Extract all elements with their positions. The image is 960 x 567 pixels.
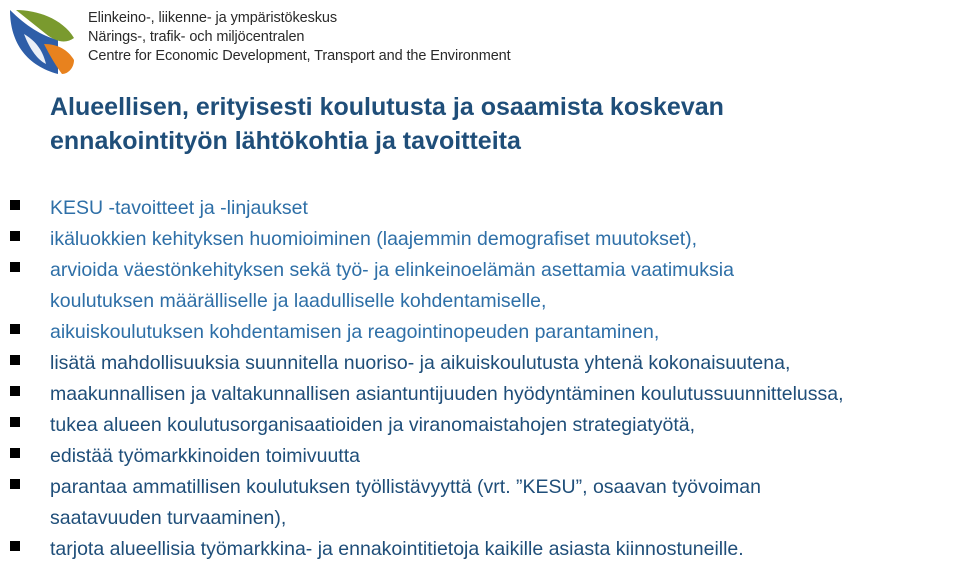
bullet-text: arvioida väestönkehityksen sekä työ- ja elinkeinoelämän asettamia vaatimuksia — [50, 259, 734, 281]
bullet-text: edistää työmarkkinoiden toimivuutta — [50, 445, 360, 467]
bullet-text: aikuiskoulutuksen kohdentamisen ja reagointinopeuden parantaminen, — [50, 321, 660, 343]
ely-logo-icon — [6, 4, 78, 76]
square-bullet-icon — [10, 355, 20, 365]
square-bullet-icon — [10, 479, 20, 489]
bullet-item — [0, 410, 960, 441]
bullet-item — [0, 224, 960, 255]
square-bullet-icon — [10, 262, 20, 272]
slide-title — [50, 90, 930, 158]
square-bullet-icon — [10, 200, 20, 210]
bullet-text: parantaa ammatillisen koulutuksen työllistävyyttä (vrt. ”KESU”, osaavan työvoiman — [50, 476, 761, 498]
bullet-item — [0, 441, 960, 472]
bullet-text: tukea alueen koulutusorganisaatioiden ja viranomaistahojen strategiatyötä, — [50, 414, 696, 436]
bullet-text: tarjota alueellisia työmarkkina- ja ennakointitietoja kaikille asiasta kiinnostuneille. — [50, 538, 744, 560]
square-bullet-icon — [10, 417, 20, 427]
square-bullet-icon — [10, 541, 20, 551]
bullet-item — [0, 534, 960, 565]
slide-title-line: Alueellisen, erityisesti koulutusta ja osaamista koskevan — [50, 93, 724, 121]
bullet-item — [0, 255, 960, 317]
organization-name — [88, 9, 511, 66]
organization-name-sv: Närings-, trafik- och miljöcentralen — [88, 29, 305, 45]
bullet-item — [0, 193, 960, 224]
organization-name-en: Centre for Economic Development, Transport and the Environment — [88, 48, 511, 64]
bullet-item — [0, 317, 960, 348]
bullet-item — [0, 379, 960, 410]
square-bullet-icon — [10, 231, 20, 241]
bullet-item — [0, 348, 960, 379]
bullet-item — [0, 472, 960, 534]
square-bullet-icon — [10, 386, 20, 396]
organization-name-fi: Elinkeino-, liikenne- ja ympäristökeskus — [88, 10, 338, 26]
bullet-text: KESU -tavoitteet ja -linjaukset — [50, 197, 308, 219]
bullet-text: ikäluokkien kehityksen huomioiminen (laajemmin demografiset muutokset), — [50, 228, 698, 250]
bullet-text: koulutuksen määrälliselle ja laadulliselle kohdentamiselle, — [50, 290, 547, 312]
bullet-text: maakunnallisen ja valtakunnallisen asiantuntijuuden hyödyntäminen koulutussuunnittelussa, — [50, 383, 844, 405]
bullet-text: lisätä mahdollisuuksia suunnitella nuoriso- ja aikuiskoulutusta yhtenä kokonaisuutena, — [50, 352, 791, 374]
bullet-text: saatavuuden turvaaminen), — [50, 507, 287, 529]
slide-title-line: ennakointityön lähtökohtia ja tavoitteita — [50, 127, 521, 155]
square-bullet-icon — [10, 324, 20, 334]
square-bullet-icon — [10, 448, 20, 458]
bullet-list — [0, 193, 960, 565]
